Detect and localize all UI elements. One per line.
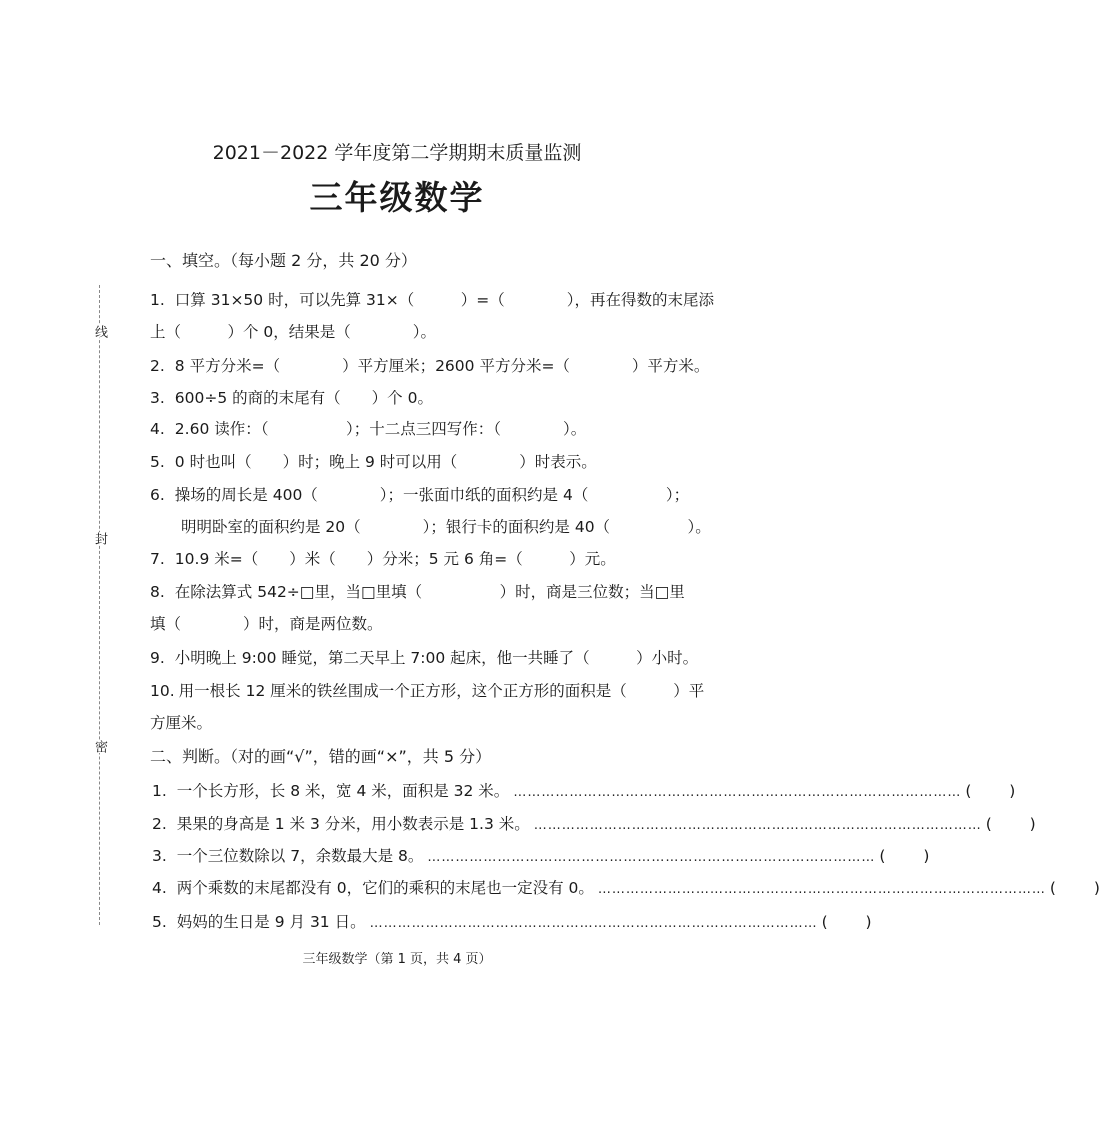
leader-dots: …………………………………………………………………………………… xyxy=(597,882,1046,897)
line-text: 操场的周长是 400（ ）；一张面巾纸的面积约是 4（ ）； xyxy=(174,486,690,504)
item-number: 4. xyxy=(152,879,167,897)
fill-blank-line xyxy=(181,515,711,537)
judge-item xyxy=(152,812,1036,834)
line-text: 上（ ）个 0，结果是（ ）。 xyxy=(150,323,437,341)
line-text: 600÷5 的商的末尾有（ ）个 0。 xyxy=(174,389,433,407)
line-number: 9. xyxy=(150,649,165,667)
fill-blank-line xyxy=(150,711,212,733)
line-number: 5. xyxy=(150,453,165,471)
answer-bracket[interactable]: ( ) xyxy=(985,815,1036,833)
line-text: 明明卧室的面积约是 20（ ）；银行卡的面积约是 40（ ）。 xyxy=(181,518,711,536)
fill-blank-line xyxy=(150,646,698,668)
line-number: 8. xyxy=(150,583,165,601)
line-number: 6. xyxy=(150,486,165,504)
answer-bracket[interactable]: ( ) xyxy=(821,913,872,931)
page-footer: 三年级数学（第 1 页，共 4 页） xyxy=(302,952,492,967)
line-text: 2.60 读作：（ ）；十二点三四写作：（ ）。 xyxy=(174,420,587,438)
item-text: 果果的身高是 1 米 3 分米，用小数表示是 1.3 米。 xyxy=(176,815,530,833)
binding-char-line: 线 xyxy=(92,325,107,338)
fill-blank-line xyxy=(150,679,704,701)
fill-blank-line xyxy=(150,483,689,505)
answer-bracket[interactable]: ( ) xyxy=(965,782,1016,800)
line-number: 7. xyxy=(150,550,165,568)
item-text: 一个三位数除以 7，余数最大是 8。 xyxy=(176,847,424,865)
line-text: 0 时也叫（ ）时；晚上 9 时可以用（ ）时表示。 xyxy=(174,453,597,471)
judge-item xyxy=(152,876,1100,898)
leader-dots: …………………………………………………………………………………… xyxy=(533,818,982,833)
leader-dots: …………………………………………………………………………………… xyxy=(427,850,876,865)
line-number: 4. xyxy=(150,420,165,438)
item-number: 1. xyxy=(152,782,167,800)
line-text: 填（ ）时，商是两位数。 xyxy=(150,615,383,633)
exam-title: 2021－2022 学年度第二学期期末质量监测 xyxy=(212,142,582,164)
line-number: 2. xyxy=(150,357,165,375)
fill-blank-line xyxy=(150,450,597,472)
item-number: 3. xyxy=(152,847,167,865)
exam-subject: 三年级数学 xyxy=(309,178,485,217)
fill-blank-line xyxy=(150,288,714,310)
line-text: 方厘米。 xyxy=(150,714,213,732)
line-number: 3. xyxy=(150,389,165,407)
section1-heading: 一、填空。（每小题 2 分，共 20 分） xyxy=(150,251,417,270)
binding-char-secret: 密 xyxy=(92,740,107,753)
item-text: 一个长方形，长 8 米，宽 4 米，面积是 32 米。 xyxy=(176,782,510,800)
line-number: 1. xyxy=(150,291,165,309)
fill-blank-line xyxy=(150,386,433,408)
section2-heading: 二、判断。（对的画“√”，错的画“×”，共 5 分） xyxy=(150,747,492,766)
fill-blank-line xyxy=(150,354,709,376)
item-number: 5. xyxy=(152,913,167,931)
line-text: 10.9 米=（ ）米（ ）分米；5 元 6 角=（ ）元。 xyxy=(174,550,616,568)
answer-bracket[interactable]: ( ) xyxy=(1049,879,1100,897)
fill-blank-line xyxy=(150,547,616,569)
binding-char-seal: 封 xyxy=(92,532,107,545)
line-text: 口算 31×50 时，可以先算 31×（ ）=（ ），再在得数的末尾添 xyxy=(174,291,714,309)
item-text: 妈妈的生日是 9 月 31 日。 xyxy=(176,913,366,931)
judge-item xyxy=(152,844,930,866)
line-number: 10. xyxy=(150,682,175,700)
leader-dots: …………………………………………………………………………………… xyxy=(369,916,818,931)
fill-blank-line xyxy=(150,580,685,602)
item-text: 两个乘数的末尾都没有 0，它们的乘积的末尾也一定没有 0。 xyxy=(176,879,594,897)
line-text: 小明晚上 9:00 睡觉，第二天早上 7:00 起床，他一共睡了（ ）小时。 xyxy=(174,649,699,667)
fill-blank-line xyxy=(150,612,383,634)
fill-blank-line xyxy=(150,320,436,342)
leader-dots: …………………………………………………………………………………… xyxy=(513,785,962,800)
line-text: 在除法算式 542÷□里，当□里填（ ）时，商是三位数；当□里 xyxy=(174,583,685,601)
judge-item xyxy=(152,910,872,932)
item-number: 2. xyxy=(152,815,167,833)
binding-dashed-line xyxy=(99,285,100,925)
answer-bracket[interactable]: ( ) xyxy=(879,847,930,865)
fill-blank-line xyxy=(150,417,586,439)
judge-item xyxy=(152,779,1016,801)
line-text: 8 平方分米=（ ）平方厘米；2600 平方分米=（ ）平方米。 xyxy=(174,357,710,375)
line-text: 用一根长 12 厘米的铁丝围成一个正方形，这个正方形的面积是（ ）平 xyxy=(178,682,705,700)
